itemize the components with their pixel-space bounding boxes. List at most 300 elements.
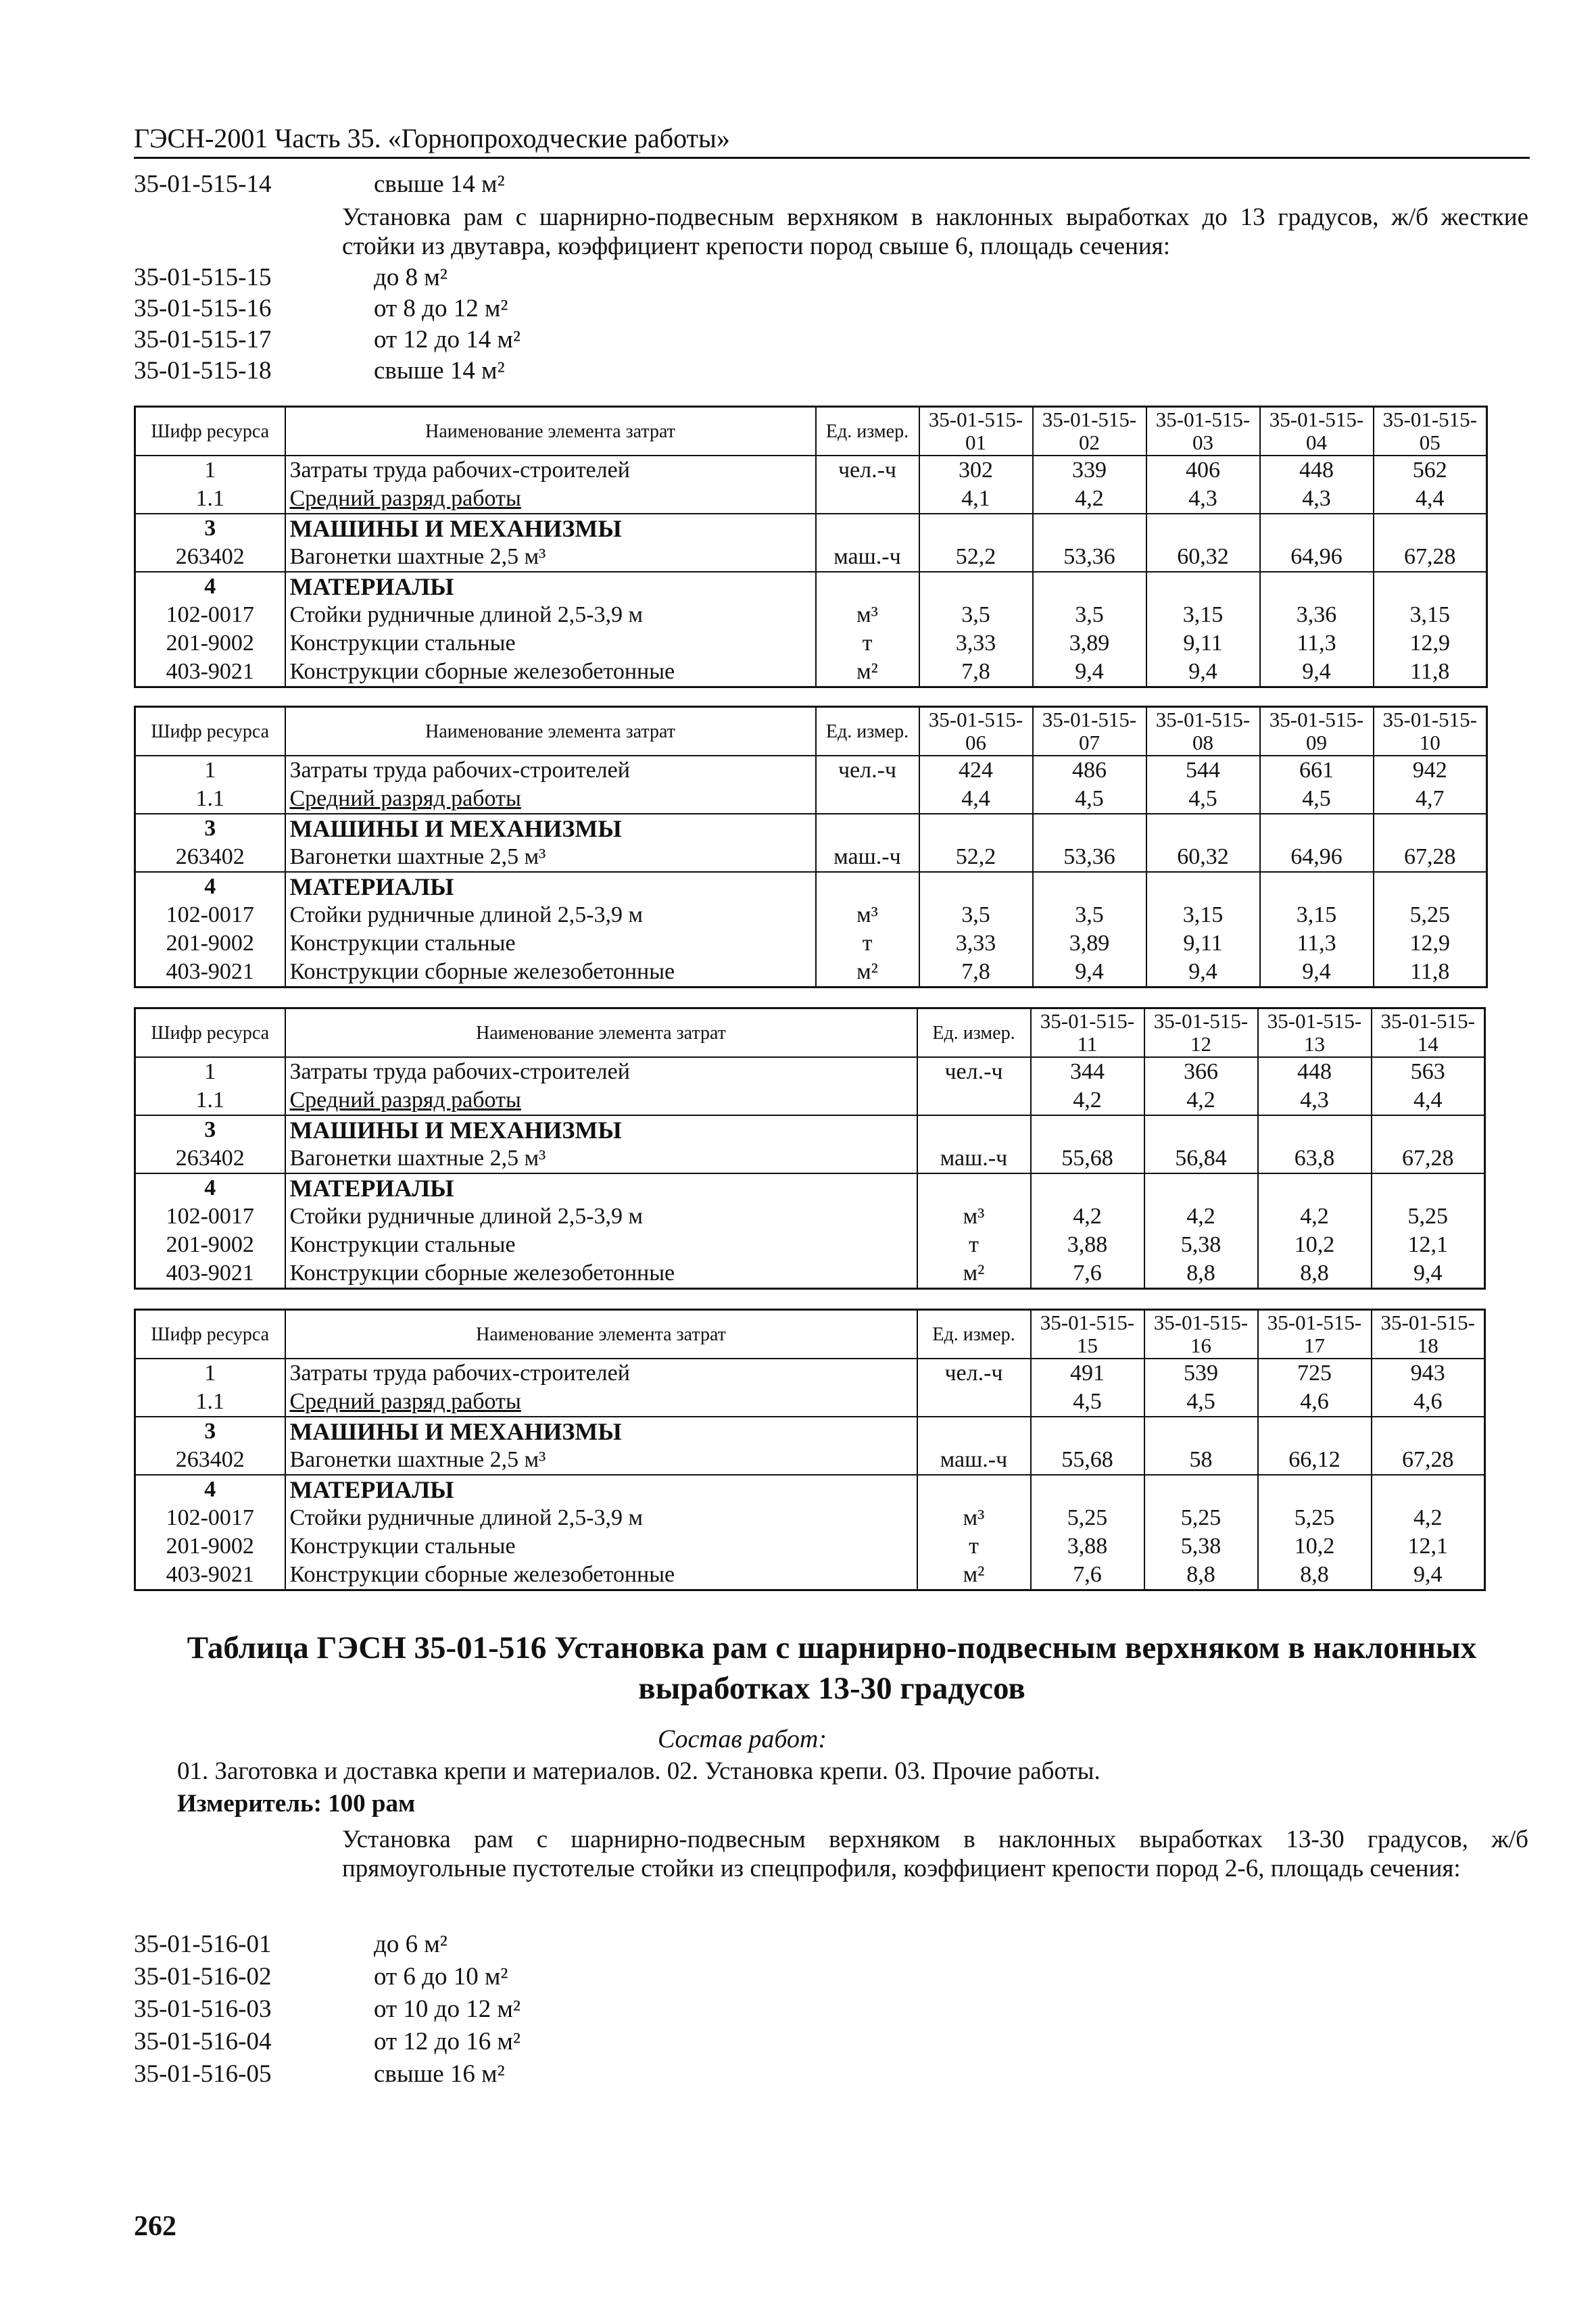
resource-value: 4,2: [1144, 1202, 1258, 1231]
table-row: [135, 1115, 1485, 1144]
header-cell-unit: Ед. измер.: [816, 407, 919, 456]
resource-code: 102-0017: [135, 1202, 285, 1231]
item-text: до 6 м²: [374, 1930, 448, 1958]
resource-value: 4,3: [1260, 485, 1374, 514]
resource-value: [1258, 1417, 1372, 1446]
header-cell-norm-code: 35-01-515-01: [919, 407, 1033, 456]
resource-value: [1260, 814, 1374, 843]
table-row: [135, 929, 1487, 958]
resource-value: 12,9: [1374, 929, 1487, 958]
header-cell-norm-code: 35-01-515-03: [1146, 407, 1260, 456]
item-text: до 8 м²: [374, 264, 448, 291]
resource-name: Конструкции стальные: [285, 929, 816, 958]
header-cell-norm-code: 35-01-515-06: [919, 707, 1033, 756]
resource-value: 9,4: [1033, 958, 1146, 988]
resource-value: 11,3: [1260, 629, 1374, 658]
resource-code: 1: [135, 756, 285, 785]
resource-table: [134, 1007, 1486, 1290]
resource-value: 491: [1031, 1359, 1144, 1388]
table-row: [135, 785, 1487, 814]
table-row: [135, 1475, 1485, 1504]
resource-value: 3,15: [1260, 901, 1374, 929]
resource-code: 3: [135, 1417, 285, 1446]
resource-value: 9,4: [1372, 1259, 1485, 1289]
resource-value: 562: [1374, 456, 1487, 485]
resource-value: 10,2: [1258, 1532, 1372, 1561]
resource-value: 63,8: [1258, 1144, 1372, 1173]
resource-value: 4,2: [1031, 1202, 1144, 1231]
resource-value: 424: [919, 756, 1033, 785]
table-row: [135, 1561, 1485, 1590]
resource-value: [1260, 872, 1374, 901]
resource-code: 3: [135, 514, 285, 543]
resource-value: 8,8: [1258, 1561, 1372, 1590]
resource-name: Вагонетки шахтные 2,5 м³: [285, 843, 816, 872]
table-row: [135, 1202, 1485, 1231]
resource-value: 55,68: [1031, 1144, 1144, 1173]
table-row: [135, 1532, 1485, 1561]
resource-value: [919, 814, 1033, 843]
resource-name: Средний разряд работы: [285, 785, 816, 814]
resource-value: [1374, 572, 1487, 601]
resource-value: 12,1: [1372, 1532, 1485, 1561]
resource-name: Затраты труда рабочих-строителей: [285, 456, 816, 485]
resource-value: 4,3: [1146, 485, 1260, 514]
resource-table: [134, 406, 1488, 688]
resource-value: [1374, 872, 1487, 901]
resource-value: 448: [1260, 456, 1374, 485]
resource-value: [919, 572, 1033, 601]
header-cell-name: Наименование элемента затрат: [285, 707, 816, 756]
resource-value: 563: [1372, 1057, 1485, 1086]
resource-value: 366: [1144, 1057, 1258, 1086]
resource-value: [1258, 1115, 1372, 1144]
resource-value: 58: [1144, 1446, 1258, 1475]
resource-value: [1146, 814, 1260, 843]
item-text: свыше 14 м²: [374, 170, 505, 198]
resource-value: 339: [1033, 456, 1146, 485]
resource-unit: т: [816, 929, 919, 958]
resource-name: МАТЕРИАЛЫ: [285, 1173, 917, 1202]
item-code: 35-01-515-14: [134, 170, 272, 198]
resource-value: 52,2: [919, 543, 1033, 572]
table-row: [135, 514, 1487, 543]
resource-unit: м²: [917, 1561, 1031, 1590]
table-row: [135, 1231, 1485, 1259]
resource-name: Средний разряд работы: [285, 1086, 917, 1115]
description-paragraph: Установка рам с шарнирно-подвесным верхняком в наклонных выработках 13-30 градусов, ж/б прямоугольные пустотелые стойки из спецпрофиля, коэффициент крепости пород 2-6, площадь сечения:: [342, 1826, 1528, 1882]
resource-value: 3,88: [1031, 1532, 1144, 1561]
resource-value: 53,36: [1033, 843, 1146, 872]
resource-code: 1: [135, 1057, 285, 1086]
resource-value: 4,1: [919, 485, 1033, 514]
table-row: [135, 1417, 1485, 1446]
resource-value: 725: [1258, 1359, 1372, 1388]
resource-value: [1260, 514, 1374, 543]
resource-value: 55,68: [1031, 1446, 1144, 1475]
header-cell-unit: Ед. измер.: [816, 707, 919, 756]
resource-value: 3,5: [1033, 901, 1146, 929]
resource-value: 4,6: [1372, 1388, 1485, 1417]
resource-value: 4,6: [1258, 1388, 1372, 1417]
resource-value: 7,6: [1031, 1259, 1144, 1289]
resource-value: [1372, 1417, 1485, 1446]
table-header-row: [135, 1008, 1485, 1058]
resource-name: МАТЕРИАЛЫ: [285, 872, 816, 901]
resource-unit: маш.-ч: [917, 1446, 1031, 1475]
resource-value: 3,33: [919, 629, 1033, 658]
resource-unit: м²: [816, 658, 919, 687]
resource-unit: м³: [917, 1202, 1031, 1231]
resource-code: 403-9021: [135, 1259, 285, 1289]
resource-value: [1031, 1417, 1144, 1446]
resource-value: 8,8: [1144, 1259, 1258, 1289]
resource-code: 1.1: [135, 1086, 285, 1115]
resource-value: 4,2: [1144, 1086, 1258, 1115]
resource-value: [1372, 1173, 1485, 1202]
resource-code: 201-9002: [135, 629, 285, 658]
table-row: [135, 629, 1487, 658]
resource-value: 67,28: [1374, 843, 1487, 872]
resource-value: 64,96: [1260, 843, 1374, 872]
item-line: [134, 2060, 505, 2089]
table-header-row: [135, 1310, 1485, 1359]
table-row: [135, 1359, 1485, 1388]
resource-value: 53,36: [1033, 543, 1146, 572]
resource-value: 67,28: [1374, 543, 1487, 572]
resource-code: 1: [135, 456, 285, 485]
item-line: [134, 170, 505, 199]
resource-value: [1031, 1115, 1144, 1144]
resource-code: 263402: [135, 1144, 285, 1173]
header-cell-norm-code: 35-01-515-02: [1033, 407, 1146, 456]
header-cell-norm-code: 35-01-515-09: [1260, 707, 1374, 756]
resource-unit: [816, 485, 919, 514]
resource-unit: м³: [816, 901, 919, 929]
resource-value: [1033, 814, 1146, 843]
header-cell-unit: Ед. измер.: [917, 1008, 1031, 1058]
resource-value: 4,4: [1372, 1086, 1485, 1115]
resource-value: 9,11: [1146, 929, 1260, 958]
resource-value: 12,9: [1374, 629, 1487, 658]
item-text: от 8 до 12 м²: [374, 295, 508, 322]
resource-unit: чел.-ч: [816, 456, 919, 485]
resource-name: Стойки рудничные длиной 2,5-3,9 м: [285, 1202, 917, 1231]
table-row: [135, 1086, 1485, 1115]
item-code: 35-01-515-18: [134, 357, 272, 385]
meter-line: Измеритель: 100 рам: [177, 1790, 416, 1818]
header-cell-norm-code: 35-01-515-15: [1031, 1310, 1144, 1359]
resource-value: 12,1: [1372, 1231, 1485, 1259]
resource-code: 3: [135, 1115, 285, 1144]
header-cell-code: Шифр ресурса: [135, 707, 285, 756]
resource-value: 4,2: [1258, 1202, 1372, 1231]
item-text: свыше 14 м²: [374, 357, 505, 385]
resource-value: 8,8: [1258, 1259, 1372, 1289]
resource-name: Затраты труда рабочих-строителей: [285, 1359, 917, 1388]
resource-name: МАТЕРИАЛЫ: [285, 1475, 917, 1504]
resource-code: 1: [135, 1359, 285, 1388]
resource-unit: [816, 514, 919, 543]
table-header-row: [135, 707, 1487, 756]
header-cell-norm-code: 35-01-515-11: [1031, 1008, 1144, 1058]
resource-value: 4,3: [1258, 1086, 1372, 1115]
item-code: 35-01-515-16: [134, 295, 272, 322]
resource-name: МАШИНЫ И МЕХАНИЗМЫ: [285, 514, 816, 543]
resource-value: 3,33: [919, 929, 1033, 958]
table-title: Таблица ГЭСН 35-01-516 Установка рам с шарнирно-подвесным верхняком в наклонных выработках 13-30 градусов: [187, 1630, 1477, 1706]
resource-unit: маш.-ч: [917, 1144, 1031, 1173]
table-row: [135, 1446, 1485, 1475]
resource-table: [134, 706, 1488, 988]
resource-value: 942: [1374, 756, 1487, 785]
resource-code: 4: [135, 1475, 285, 1504]
header-cell-code: Шифр ресурса: [135, 407, 285, 456]
resource-value: 9,4: [1146, 658, 1260, 687]
item-line: [134, 357, 505, 385]
resource-value: 344: [1031, 1057, 1144, 1086]
resource-unit: [917, 1388, 1031, 1417]
header-cell-norm-code: 35-01-515-04: [1260, 407, 1374, 456]
resource-name: Вагонетки шахтные 2,5 м³: [285, 1446, 917, 1475]
resource-unit: [816, 785, 919, 814]
header-cell-name: Наименование элемента затрат: [285, 1310, 917, 1359]
resource-value: 4,2: [1033, 485, 1146, 514]
resource-value: 4,5: [1260, 785, 1374, 814]
description-paragraph: Установка рам с шарнирно-подвесным верхняком в наклонных выработках до 13 градусов, ж/б жесткие стойки из двутавра, коэффициент крепости пород свыше 6, площадь сечения:: [342, 203, 1528, 260]
resource-name: МАШИНЫ И МЕХАНИЗМЫ: [285, 1115, 917, 1144]
resource-value: [1146, 872, 1260, 901]
resource-name: Стойки рудничные длиной 2,5-3,9 м: [285, 901, 816, 929]
resource-value: 7,6: [1031, 1561, 1144, 1590]
header-cell-name: Наименование элемента затрат: [285, 407, 816, 456]
resource-value: [1033, 872, 1146, 901]
resource-value: [1146, 572, 1260, 601]
header-cell-code: Шифр ресурса: [135, 1008, 285, 1058]
resource-value: [919, 872, 1033, 901]
resource-code: 102-0017: [135, 601, 285, 629]
item-code: 35-01-516-05: [134, 2060, 272, 2088]
resource-unit: маш.-ч: [816, 543, 919, 572]
resource-value: 3,89: [1033, 929, 1146, 958]
resource-value: 5,25: [1031, 1504, 1144, 1532]
resource-value: 302: [919, 456, 1033, 485]
item-code: 35-01-516-01: [134, 1930, 272, 1958]
resource-value: 8,8: [1144, 1561, 1258, 1590]
resource-value: [1031, 1475, 1144, 1504]
resource-unit: чел.-ч: [917, 1057, 1031, 1086]
table-row: [135, 843, 1487, 872]
item-line: [134, 2028, 521, 2056]
resource-value: 4,5: [1031, 1388, 1144, 1417]
resource-name: Вагонетки шахтные 2,5 м³: [285, 1144, 917, 1173]
resource-code: 1.1: [135, 485, 285, 514]
resource-value: [1144, 1417, 1258, 1446]
resource-unit: чел.-ч: [917, 1359, 1031, 1388]
header-cell-norm-code: 35-01-515-13: [1258, 1008, 1372, 1058]
resource-value: 7,8: [919, 958, 1033, 988]
resource-value: [1260, 572, 1374, 601]
resource-value: 3,15: [1146, 901, 1260, 929]
resource-name: Средний разряд работы: [285, 1388, 917, 1417]
resource-code: 102-0017: [135, 901, 285, 929]
resource-value: 3,5: [919, 901, 1033, 929]
resource-value: 56,84: [1144, 1144, 1258, 1173]
running-header: ГЭСН-2001 Часть 35. «Горнопроходческие работы»: [134, 122, 1530, 159]
table-row: [135, 1173, 1485, 1202]
resource-code: 1.1: [135, 1388, 285, 1417]
item-line: [134, 1930, 448, 1959]
resource-code: 201-9002: [135, 1532, 285, 1561]
resource-value: 9,4: [1146, 958, 1260, 988]
resource-value: 11,8: [1374, 658, 1487, 687]
resource-value: 66,12: [1258, 1446, 1372, 1475]
resource-value: 3,15: [1374, 601, 1487, 629]
resource-name: Конструкции стальные: [285, 1532, 917, 1561]
works-heading: Состав работ:: [657, 1725, 827, 1753]
item-code: 35-01-516-04: [134, 2028, 272, 2055]
resource-code: 403-9021: [135, 1561, 285, 1590]
resource-unit: м³: [816, 601, 919, 629]
resource-value: 3,5: [1033, 601, 1146, 629]
resource-name: Конструкции сборные железобетонные: [285, 658, 816, 687]
resource-value: 3,5: [919, 601, 1033, 629]
resource-unit: [917, 1475, 1031, 1504]
resource-value: 7,8: [919, 658, 1033, 687]
resource-value: 52,2: [919, 843, 1033, 872]
resource-name: МАТЕРИАЛЫ: [285, 572, 816, 601]
resource-table: [134, 1309, 1486, 1591]
resource-value: 9,11: [1146, 629, 1260, 658]
resource-value: 4,5: [1144, 1388, 1258, 1417]
resource-unit: м³: [917, 1504, 1031, 1532]
header-cell-norm-code: 35-01-515-07: [1033, 707, 1146, 756]
resource-unit: [816, 814, 919, 843]
resource-value: [1372, 1115, 1485, 1144]
resource-value: 9,4: [1033, 658, 1146, 687]
resource-value: 448: [1258, 1057, 1372, 1086]
resource-unit: [816, 872, 919, 901]
works-text: 01. Заготовка и доставка крепи и материалов. 02. Установка крепи. 03. Прочие работы.: [177, 1757, 1101, 1785]
header-cell-norm-code: 35-01-515-05: [1374, 407, 1487, 456]
table-header-row: [135, 407, 1487, 456]
resource-value: 5,38: [1144, 1532, 1258, 1561]
resource-unit: [917, 1086, 1031, 1115]
resource-value: 3,36: [1260, 601, 1374, 629]
item-line: [134, 295, 508, 323]
header-cell-name: Наименование элемента затрат: [285, 1008, 917, 1058]
header-cell-norm-code: 35-01-515-18: [1372, 1310, 1485, 1359]
resource-value: 10,2: [1258, 1231, 1372, 1259]
resource-value: 4,2: [1372, 1504, 1485, 1532]
resource-value: 11,3: [1260, 929, 1374, 958]
resource-code: 102-0017: [135, 1504, 285, 1532]
resource-name: Конструкции стальные: [285, 1231, 917, 1259]
resource-code: 3: [135, 814, 285, 843]
table-row: [135, 958, 1487, 988]
item-text: от 12 до 14 м²: [374, 326, 521, 354]
resource-value: 539: [1144, 1359, 1258, 1388]
page-number: 262: [134, 2211, 176, 2242]
table-row: [135, 901, 1487, 929]
table-row: [135, 814, 1487, 843]
item-line: [134, 264, 448, 292]
table-row: [135, 1504, 1485, 1532]
resource-unit: т: [816, 629, 919, 658]
resource-name: Стойки рудничные длиной 2,5-3,9 м: [285, 1504, 917, 1532]
resource-value: 4,5: [1033, 785, 1146, 814]
table-row: [135, 872, 1487, 901]
resource-value: 60,32: [1146, 843, 1260, 872]
resource-name: Конструкции сборные железобетонные: [285, 1259, 917, 1289]
resource-value: [919, 514, 1033, 543]
table-row: [135, 572, 1487, 601]
resource-value: [1258, 1475, 1372, 1504]
table-row: [135, 456, 1487, 485]
resource-value: 4,4: [1374, 485, 1487, 514]
resource-name: Затраты труда рабочих-строителей: [285, 1057, 917, 1086]
resource-value: [1033, 514, 1146, 543]
resource-unit: [917, 1417, 1031, 1446]
item-line: [134, 326, 521, 354]
resource-unit: м²: [816, 958, 919, 988]
resource-code: 4: [135, 1173, 285, 1202]
resource-name: Стойки рудничные длиной 2,5-3,9 м: [285, 601, 816, 629]
table-row: [135, 1388, 1485, 1417]
item-text: от 10 до 12 м²: [374, 1995, 521, 2023]
header-cell-norm-code: 35-01-515-14: [1372, 1008, 1485, 1058]
resource-value: 67,28: [1372, 1144, 1485, 1173]
resource-name: Конструкции стальные: [285, 629, 816, 658]
resource-name: Конструкции сборные железобетонные: [285, 958, 816, 988]
resource-value: 3,89: [1033, 629, 1146, 658]
resource-value: [1031, 1173, 1144, 1202]
resource-value: 5,25: [1374, 901, 1487, 929]
resource-code: 1.1: [135, 785, 285, 814]
resource-value: 4,4: [919, 785, 1033, 814]
table-row: [135, 658, 1487, 687]
resource-value: 4,5: [1146, 785, 1260, 814]
resource-value: 5,38: [1144, 1231, 1258, 1259]
resource-code: 4: [135, 572, 285, 601]
resource-unit: т: [917, 1532, 1031, 1561]
item-code: 35-01-515-17: [134, 326, 272, 354]
resource-unit: маш.-ч: [816, 843, 919, 872]
resource-value: 406: [1146, 456, 1260, 485]
resource-name: Затраты труда рабочих-строителей: [285, 756, 816, 785]
resource-name: Конструкции сборные железобетонные: [285, 1561, 917, 1590]
resource-value: 486: [1033, 756, 1146, 785]
resource-unit: чел.-ч: [816, 756, 919, 785]
resource-code: 201-9002: [135, 1231, 285, 1259]
resource-code: 263402: [135, 1446, 285, 1475]
item-code: 35-01-515-15: [134, 264, 272, 291]
header-cell-norm-code: 35-01-515-12: [1144, 1008, 1258, 1058]
resource-value: 5,25: [1258, 1504, 1372, 1532]
header-cell-norm-code: 35-01-515-10: [1374, 707, 1487, 756]
resource-value: 544: [1146, 756, 1260, 785]
resource-unit: [917, 1115, 1031, 1144]
resource-code: 201-9002: [135, 929, 285, 958]
resource-unit: м²: [917, 1259, 1031, 1289]
resource-value: 943: [1372, 1359, 1485, 1388]
resource-value: [1144, 1115, 1258, 1144]
resource-value: [1033, 572, 1146, 601]
item-text: от 12 до 16 м²: [374, 2028, 521, 2055]
item-code: 35-01-516-03: [134, 1995, 272, 2023]
resource-value: 4,2: [1031, 1086, 1144, 1115]
table-row: [135, 1057, 1485, 1086]
